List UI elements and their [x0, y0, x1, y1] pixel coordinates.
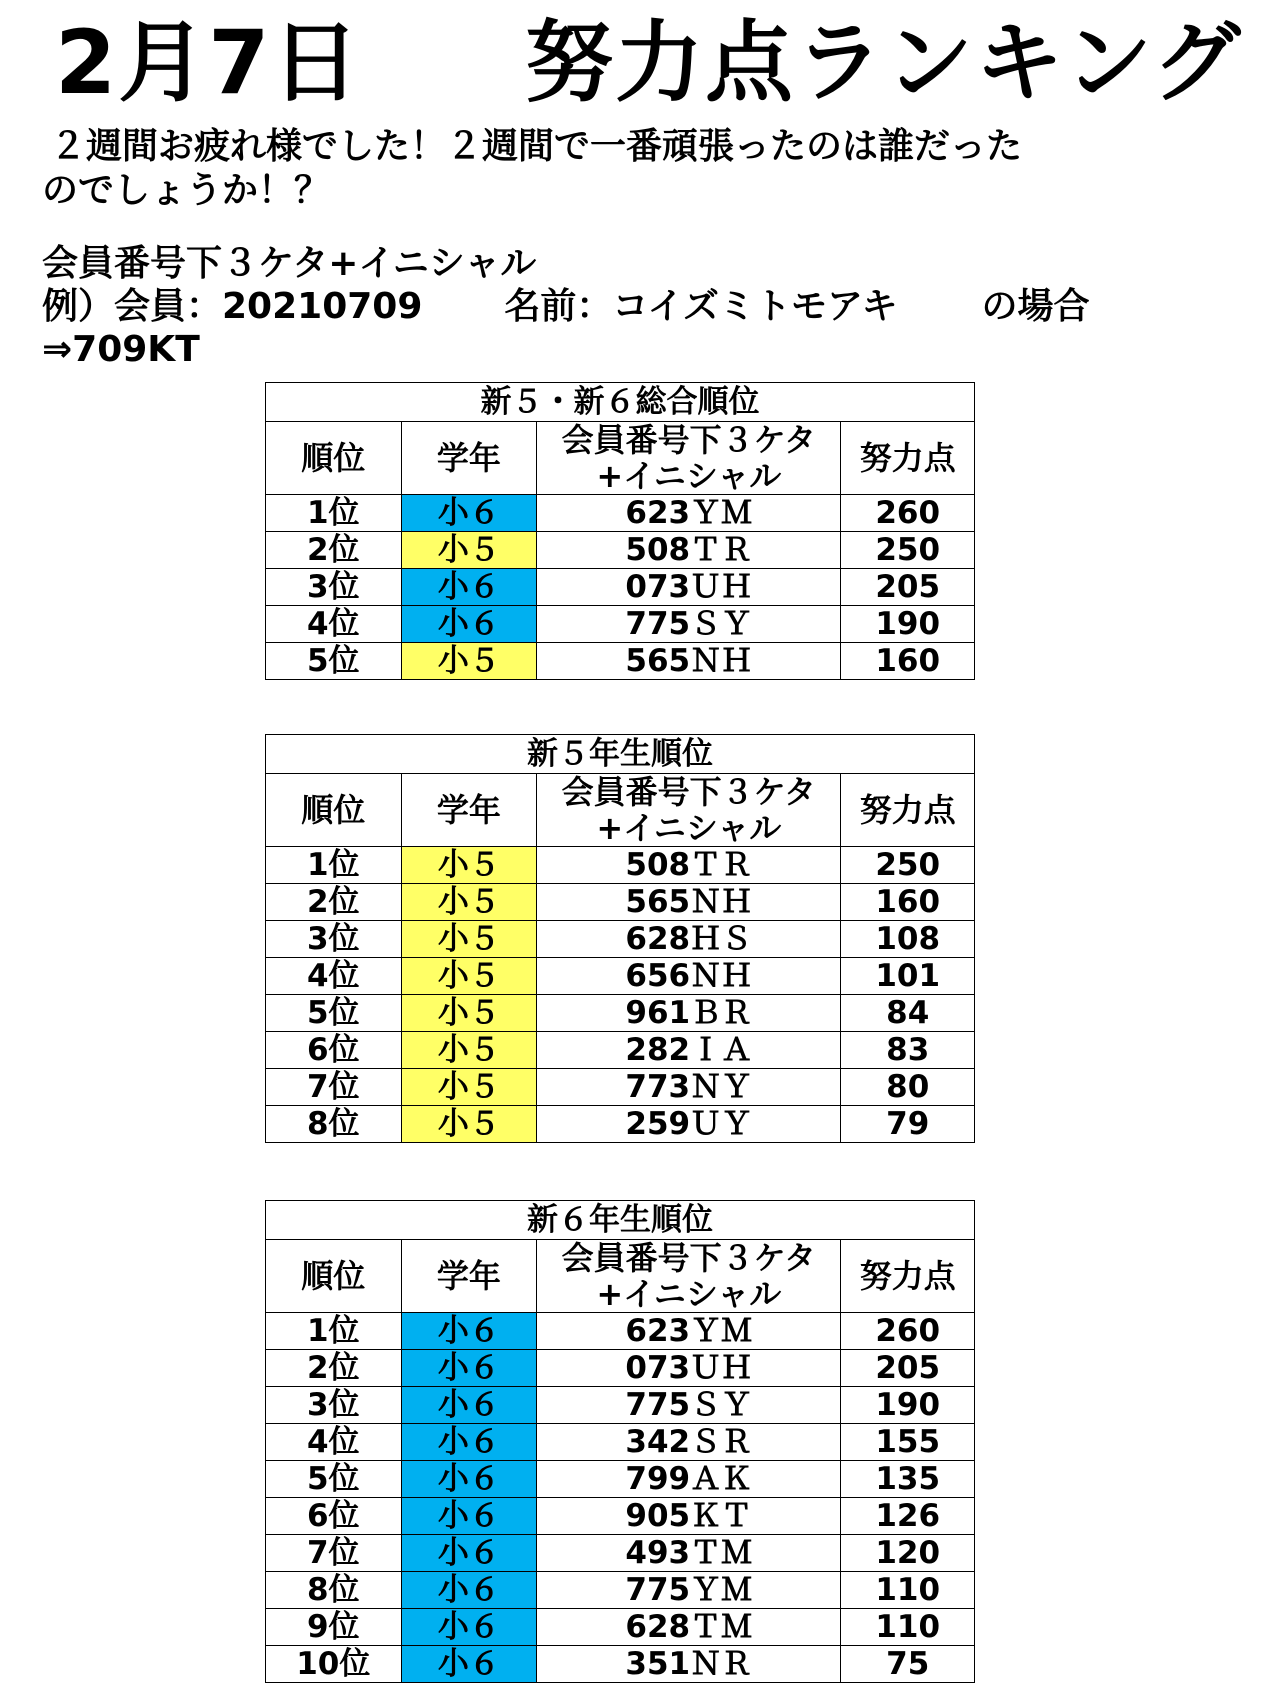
grade-cell: 小６ [401, 606, 537, 643]
score-cell: 110 [841, 1609, 975, 1646]
page-headline [55, 8, 1255, 118]
table-row [266, 1535, 975, 1572]
grade-cell: 小６ [401, 1350, 537, 1387]
header-rank: 順位 [266, 422, 402, 495]
member-id-cell: 493ＴＭ [537, 1535, 841, 1572]
rank-cell: 9位 [266, 1609, 402, 1646]
member-id-cell: 905ＫＴ [537, 1498, 841, 1535]
id-format-explanation [42, 242, 1242, 371]
member-id-cell: 628ＨＳ [537, 921, 841, 958]
score-cell: 155 [841, 1424, 975, 1461]
member-id-cell: 565ＮＨ [537, 884, 841, 921]
example-suffix: の場合 [981, 286, 1090, 327]
member-id-cell: 623ＹＭ [537, 1313, 841, 1350]
member-id-cell: 073ＵＨ [537, 1350, 841, 1387]
score-cell: 190 [841, 1387, 975, 1424]
example-name: 名前：コイズミトモアキ [504, 286, 898, 327]
header-rank: 順位 [266, 774, 402, 847]
rank-cell: 3位 [266, 1387, 402, 1424]
intro-line-1: ２週間お疲れ様でした！２週間で一番頑張ったのは誰だった [50, 126, 1023, 167]
grade-cell: 小５ [401, 958, 537, 995]
rank-cell: 7位 [266, 1069, 402, 1106]
grade-cell: 小６ [401, 1609, 537, 1646]
rank-cell: 5位 [266, 995, 402, 1032]
grade-cell: 小５ [401, 1106, 537, 1143]
table-row [266, 921, 975, 958]
table-title-row [266, 735, 975, 774]
rank-cell: 4位 [266, 1424, 402, 1461]
grade-cell: 小６ [401, 1498, 537, 1535]
grade6-ranking-table [265, 1200, 975, 1683]
table-row [266, 606, 975, 643]
header-grade: 学年 [401, 774, 537, 847]
rank-cell: 4位 [266, 606, 402, 643]
rank-cell: 1位 [266, 495, 402, 532]
header-grade: 学年 [401, 422, 537, 495]
table-header-row [266, 422, 975, 495]
grade-cell: 小５ [401, 532, 537, 569]
table-title: 新５年生順位 [266, 735, 975, 774]
rank-cell: 2位 [266, 884, 402, 921]
table-row [266, 1572, 975, 1609]
rank-cell: 5位 [266, 643, 402, 680]
score-cell: 160 [841, 884, 975, 921]
header-grade: 学年 [401, 1240, 537, 1313]
rank-cell: 8位 [266, 1572, 402, 1609]
rank-cell: 6位 [266, 1498, 402, 1535]
table-row [266, 995, 975, 1032]
member-id-cell: 775ＳＹ [537, 1387, 841, 1424]
member-id-cell: 799ＡＫ [537, 1461, 841, 1498]
table-row [266, 1106, 975, 1143]
intro-line-2: のでしょうか！？ [42, 170, 331, 211]
score-cell: 205 [841, 1350, 975, 1387]
header-member-id [537, 1240, 841, 1313]
grade-cell: 小６ [401, 495, 537, 532]
grade-cell: 小５ [401, 847, 537, 884]
table-row [266, 1069, 975, 1106]
table-title-row [266, 383, 975, 422]
member-id-cell: 508ＴＲ [537, 532, 841, 569]
intro-text [42, 125, 1192, 213]
header-member-id [537, 774, 841, 847]
member-id-cell: 351ＮＲ [537, 1646, 841, 1683]
headline-date: 2月7日 [55, 11, 362, 114]
rank-cell: 2位 [266, 532, 402, 569]
score-cell: 84 [841, 995, 975, 1032]
table-row [266, 1424, 975, 1461]
grade-cell: 小６ [401, 1424, 537, 1461]
member-id-cell: 623ＹＭ [537, 495, 841, 532]
member-id-cell: 775ＹＭ [537, 1572, 841, 1609]
member-id-cell: 508ＴＲ [537, 847, 841, 884]
table-row [266, 958, 975, 995]
table-header-row [266, 774, 975, 847]
member-id-cell: 773ＮＹ [537, 1069, 841, 1106]
header-member-id-line-2: +イニシャル [596, 809, 782, 847]
grade-cell: 小５ [401, 1069, 537, 1106]
score-cell: 108 [841, 921, 975, 958]
score-cell: 110 [841, 1572, 975, 1609]
header-score: 努力点 [841, 1240, 975, 1313]
member-id-cell: 565ＮＨ [537, 643, 841, 680]
rank-cell: 8位 [266, 1106, 402, 1143]
member-id-cell: 282ＩＡ [537, 1032, 841, 1069]
header-member-id-line-1: 会員番号下３ケタ [561, 421, 816, 459]
headline-title: 努力点ランキング [525, 11, 1243, 114]
table-row [266, 1498, 975, 1535]
table-row [266, 643, 975, 680]
rank-cell: 3位 [266, 921, 402, 958]
table-title-row [266, 1201, 975, 1240]
grade-cell: 小６ [401, 1387, 537, 1424]
grade-cell: 小６ [401, 1535, 537, 1572]
table-row [266, 1350, 975, 1387]
member-id-cell: 775ＳＹ [537, 606, 841, 643]
table-title: 新６年生順位 [266, 1201, 975, 1240]
grade-cell: 小５ [401, 1032, 537, 1069]
table-header-row [266, 1240, 975, 1313]
score-cell: 260 [841, 495, 975, 532]
score-cell: 120 [841, 1535, 975, 1572]
table-row [266, 532, 975, 569]
grade-cell: 小５ [401, 995, 537, 1032]
rank-cell: 10位 [266, 1646, 402, 1683]
rank-cell: 1位 [266, 847, 402, 884]
table-row [266, 1461, 975, 1498]
score-cell: 135 [841, 1461, 975, 1498]
header-rank: 順位 [266, 1240, 402, 1313]
score-cell: 190 [841, 606, 975, 643]
example-member: 例）会員：20210709 [42, 286, 423, 327]
grade-cell: 小６ [401, 1572, 537, 1609]
grade-cell: 小５ [401, 921, 537, 958]
header-member-id-line-2: +イニシャル [596, 1275, 782, 1313]
rank-cell: 4位 [266, 958, 402, 995]
score-cell: 126 [841, 1498, 975, 1535]
grade5-ranking-table [265, 734, 975, 1143]
grade-cell: 小６ [401, 1461, 537, 1498]
member-id-cell: 961ＢＲ [537, 995, 841, 1032]
header-score: 努力点 [841, 774, 975, 847]
member-id-cell: 073ＵＨ [537, 569, 841, 606]
header-score: 努力点 [841, 422, 975, 495]
rank-cell: 2位 [266, 1350, 402, 1387]
grade-cell: 小６ [401, 1646, 537, 1683]
member-id-cell: 342ＳＲ [537, 1424, 841, 1461]
member-id-cell: 628ＴＭ [537, 1609, 841, 1646]
score-cell: 75 [841, 1646, 975, 1683]
grade-cell: 小６ [401, 569, 537, 606]
score-cell: 160 [841, 643, 975, 680]
score-cell: 79 [841, 1106, 975, 1143]
score-cell: 80 [841, 1069, 975, 1106]
table-row [266, 847, 975, 884]
grade-cell: 小５ [401, 643, 537, 680]
table-row [266, 884, 975, 921]
table-row [266, 569, 975, 606]
score-cell: 205 [841, 569, 975, 606]
rank-cell: 3位 [266, 569, 402, 606]
score-cell: 260 [841, 1313, 975, 1350]
score-cell: 101 [841, 958, 975, 995]
table-row [266, 1609, 975, 1646]
table-row [266, 1032, 975, 1069]
score-cell: 250 [841, 847, 975, 884]
table-row [266, 1387, 975, 1424]
rank-cell: 5位 [266, 1461, 402, 1498]
score-cell: 83 [841, 1032, 975, 1069]
member-id-cell: 656ＮＨ [537, 958, 841, 995]
table-title: 新５・新６総合順位 [266, 383, 975, 422]
example-result: ⇒709KT [42, 329, 200, 370]
score-cell: 250 [841, 532, 975, 569]
header-member-id [537, 422, 841, 495]
explanation-line-1: 会員番号下３ケタ+イニシャル [42, 243, 537, 284]
grade-cell: 小６ [401, 1313, 537, 1350]
table-row [266, 1313, 975, 1350]
rank-cell: 6位 [266, 1032, 402, 1069]
table-row [266, 495, 975, 532]
table-row [266, 1646, 975, 1683]
overall-ranking-table [265, 382, 975, 680]
member-id-cell: 259ＵＹ [537, 1106, 841, 1143]
header-member-id-line-1: 会員番号下３ケタ [561, 1239, 816, 1277]
rank-cell: 7位 [266, 1535, 402, 1572]
header-member-id-line-2: +イニシャル [596, 457, 782, 495]
grade-cell: 小５ [401, 884, 537, 921]
header-member-id-line-1: 会員番号下３ケタ [561, 773, 816, 811]
rank-cell: 1位 [266, 1313, 402, 1350]
